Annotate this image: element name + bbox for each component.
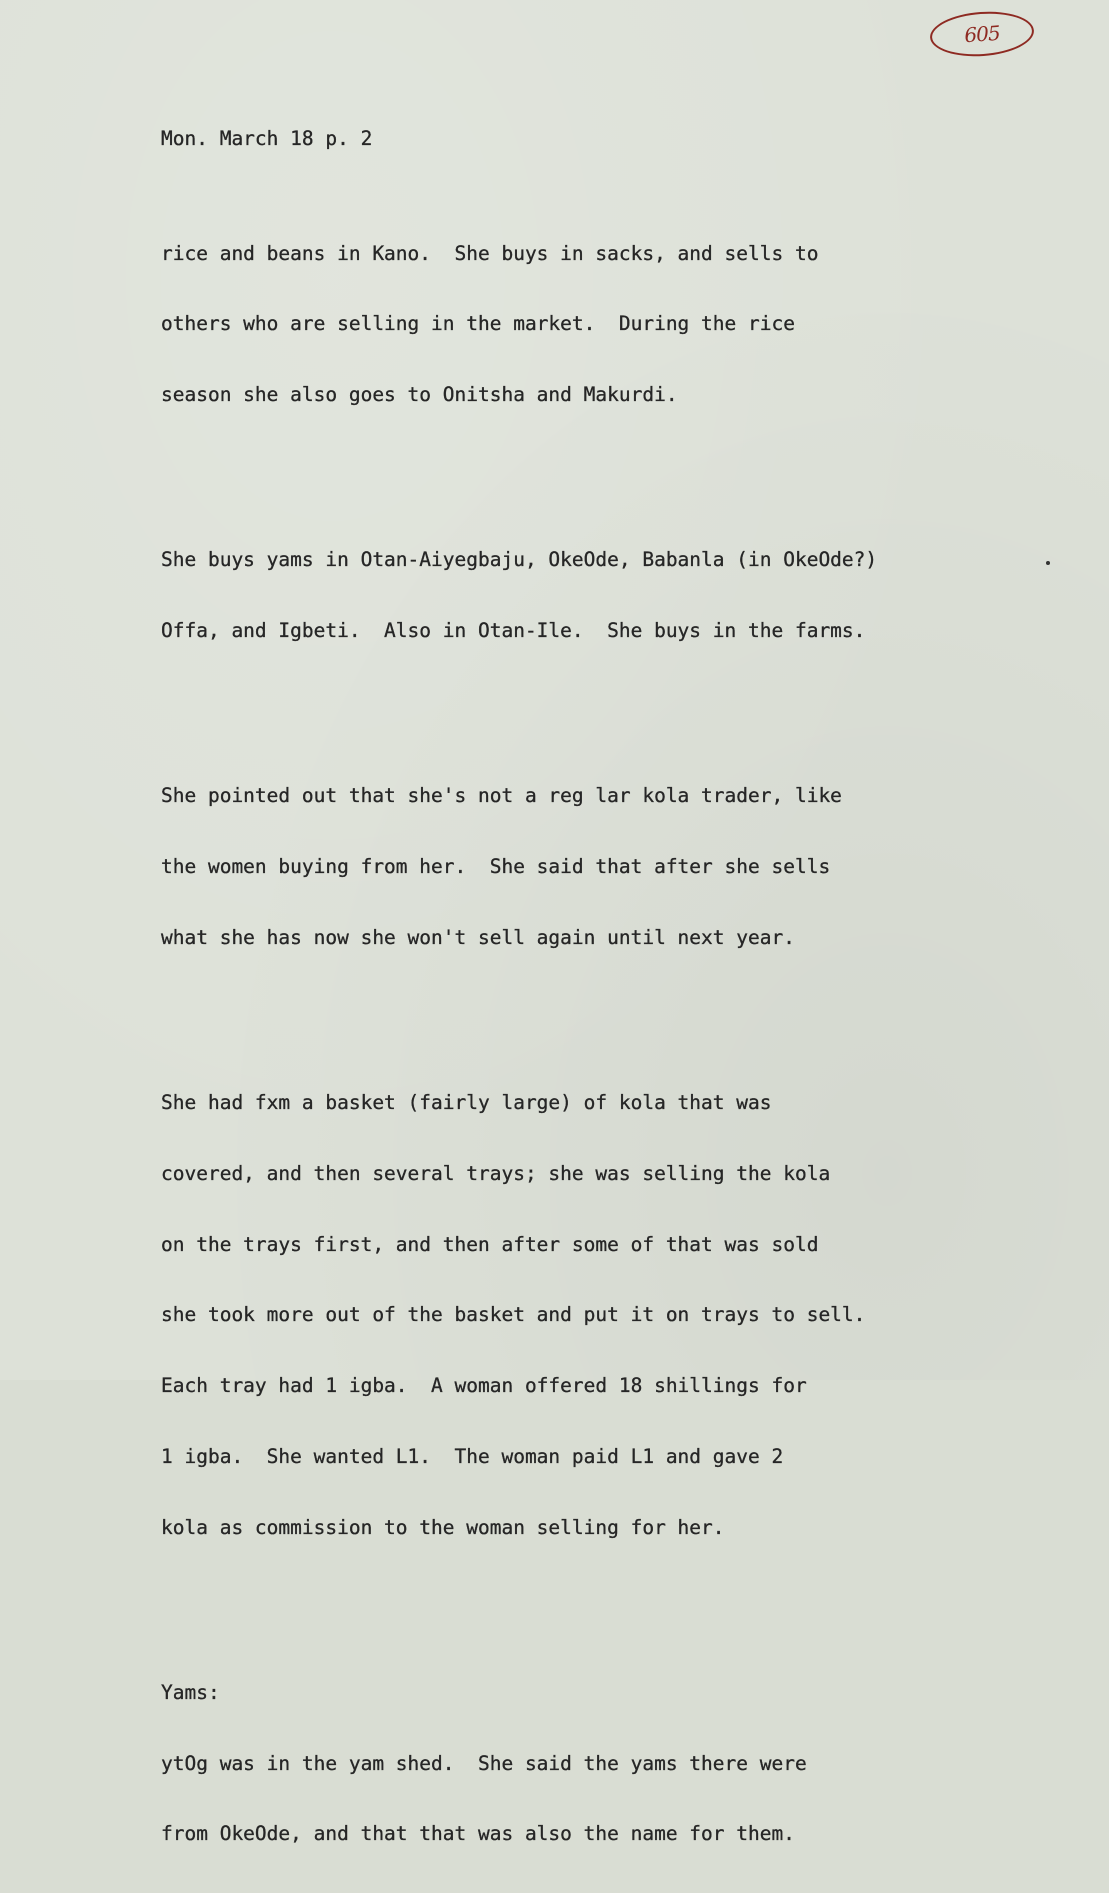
paragraph-4-line-2: covered, and then several trays; she was selling the kola xyxy=(161,1161,831,1185)
stamp-number: 605 xyxy=(963,20,1001,48)
paragraph-5-line-3: from OkeOde, and that that was also the name for them. xyxy=(161,1822,795,1846)
paragraph-2-line-2: Offa, and Igbeti. Also in Otan-Ile. She buys in the farms. xyxy=(161,619,866,643)
paragraph-1-line-3: season she also goes to Onitsha and Makurdi. xyxy=(161,383,678,407)
page-number-stamp xyxy=(929,8,1036,59)
paragraph-3-line-2: the women buying from her. She said that after she sells xyxy=(161,855,831,878)
paragraph-1-line-1: rice and beans in Kano. She buys in sacks, and sells to xyxy=(161,241,819,265)
paragraph-5-line-2: ytOg was in the yam shed. She said the yams there were xyxy=(161,1751,807,1775)
paragraph-3-line-3: what she has now she won't sell again until next year. xyxy=(161,925,795,949)
paragraph-4-line-6: 1 igba. She wanted L1. The woman paid L1 and gave 2 xyxy=(161,1444,784,1468)
page-header: Mon. March 18 p. 2 xyxy=(161,127,373,151)
ink-speck xyxy=(1046,561,1050,565)
paragraph-3-line-1: She pointed out that she's not a reg lar kola trader, like xyxy=(161,784,842,808)
paragraph-2-line-1: She buys yams in Otan-Aiyegbaju, OkeOde, Babanla (in OkeOde?) xyxy=(161,548,878,572)
paragraph-4-line-3: on the trays first, and then after some of that was sold xyxy=(161,1232,819,1256)
paragraph-4-line-4: she took more out of the basket and put it on trays to sell. xyxy=(161,1303,866,1327)
paragraph-1-line-2: others who are selling in the market. During the rice xyxy=(161,312,795,336)
typed-text xyxy=(161,80,1061,1893)
paragraph-4-line-7: kola as commission to the woman selling for her. xyxy=(161,1515,725,1539)
paragraph-5-line-1: Yams: xyxy=(161,1680,220,1704)
paragraph-4-line-5: Each tray had 1 igba. A woman offered 18 shillings for xyxy=(161,1374,807,1398)
paragraph-4-line-1: She had fxm a basket (fairly large) of kola that was xyxy=(161,1090,772,1114)
